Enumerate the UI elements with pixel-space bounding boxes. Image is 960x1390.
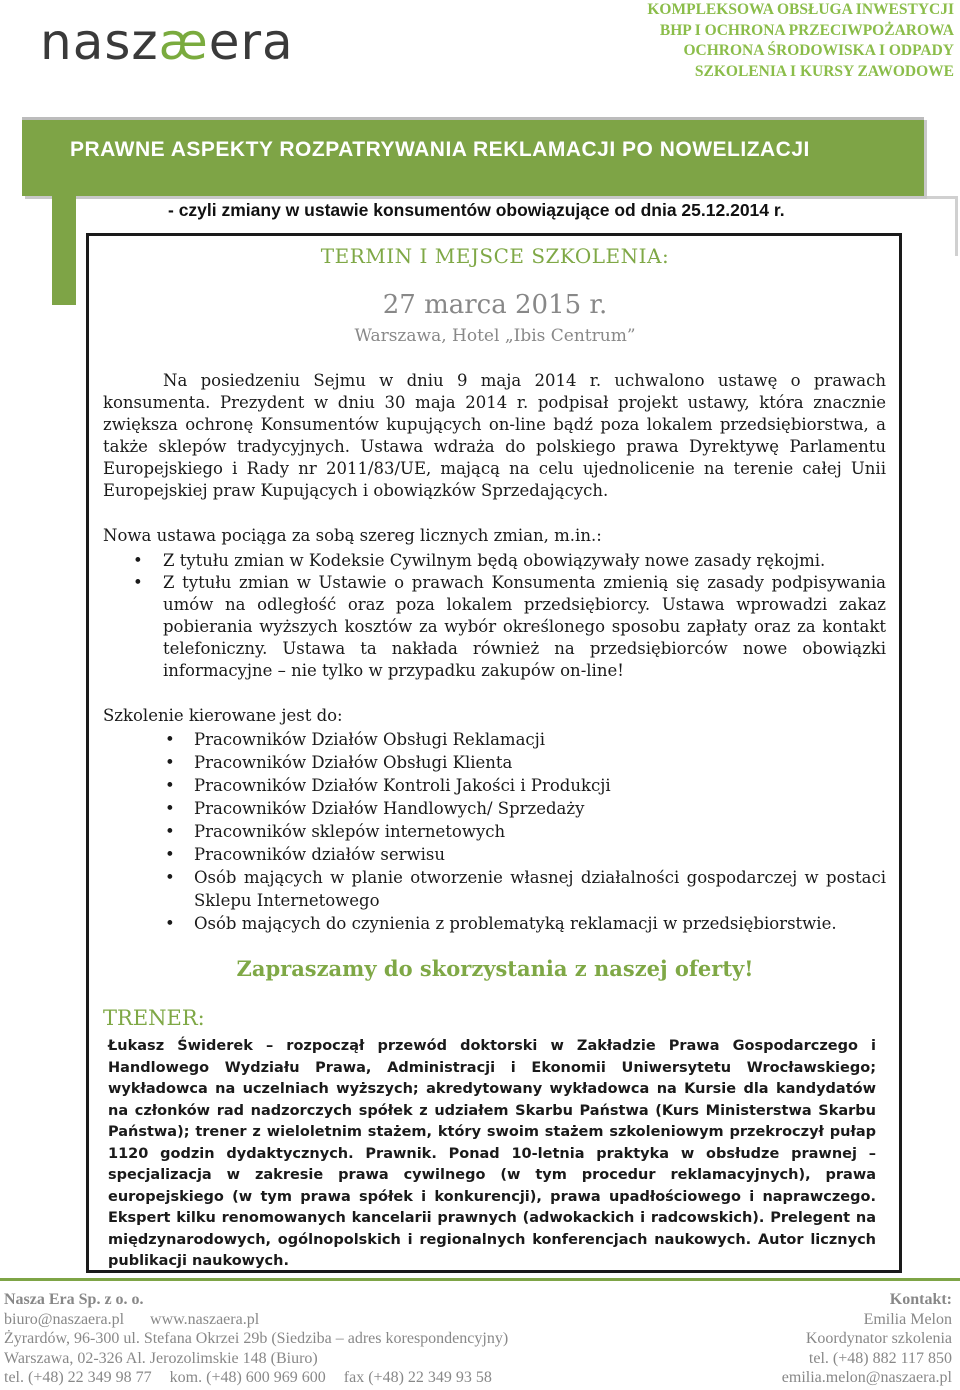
footer-contact (782, 1290, 952, 1388)
company-email-link[interactable]: biuro@naszaera.pl (4, 1310, 125, 1328)
company-address-1: Żyrardów, 96-300 ul. Stefana Okrzei 29b (Siedziba – adres korespondencyjny) (4, 1330, 509, 1347)
company-name: Nasza Era Sp. z o. o. (4, 1291, 144, 1308)
list-item: • Pracowników sklepów internetowych (103, 820, 886, 843)
company-fax: fax (+48) 22 349 93 58 (343, 1369, 492, 1386)
list-item: • Osób mających w planie otworzenie własnej działalności gospodarczej w postaci Sklepu Internetowego (103, 866, 886, 912)
company-www-link[interactable]: www.naszaera.pl (150, 1310, 260, 1328)
page-subtitle: - czyli zmiany w ustawie konsumentów obowiązujące od dnia 25.12.2014 r. (168, 200, 785, 220)
contact-name: Emilia Melon (863, 1310, 952, 1328)
trainer-label: TRENER: (103, 1006, 205, 1030)
termin-heading: TERMIN I MEJSCE SZKOLENIA: (320, 244, 670, 268)
contact-role: Koordynator szkolenia (805, 1330, 952, 1347)
audience-list (103, 728, 886, 935)
list-item: • Pracowników Działów Obsługi Klienta (103, 751, 886, 774)
company-tel: tel. (+48) 22 349 98 77 (4, 1369, 152, 1386)
logo-text: nasz (40, 13, 159, 71)
logo-ae: æ (158, 13, 209, 71)
intro-text-rest: Ustawa wdraża do polskiego prawa Dyrektywę Parlamentu Europejskiego i Rady nr 2011/83/UE, mającą na celu ujednolicenie na terenie całej Unii Europejskiej praw Kupujących i obowiązków Sprzedających. (103, 437, 886, 500)
event-date: 27 marca 2015 r. (382, 290, 608, 320)
list-item: • Pracowników Działów Obsługi Reklamacji (103, 728, 886, 751)
services-list (647, 0, 954, 82)
changes-list (103, 550, 886, 682)
intro-text-start: Na posiedzeniu Sejmu w dniu 9 maja 2014 r. uchwalono ustawę o prawach konsumenta. Prezydent w dniu 30 maja 2014 r. podpisał projekt ustawy, która znacznie zwiększa ochronę Konsumentów kupujących on-line bądź poza lokalem przedsiębiorstwa, a także sklepów tradycyjnych. (103, 371, 886, 456)
invitation: Zapraszamy do skorzystania z naszej oferty! (236, 956, 754, 981)
event-place: Warszawa, Hotel „Ibis Centrum” (354, 326, 636, 346)
audience-lead: Szkolenie kierowane jest do: (103, 706, 343, 725)
list-item: • Pracowników działów serwisu (103, 843, 886, 866)
contact-email-link[interactable]: emilia.melon@naszaera.pl (781, 1369, 952, 1386)
footer-company (4, 1290, 508, 1388)
intro-paragraph (103, 370, 886, 502)
logo (40, 14, 294, 70)
changes-lead: Nowa ustawa pociąga za sobą szereg licznych zmian, m.in.: (103, 526, 602, 545)
list-item: • Pracowników Działów Kontroli Jakości i Produkcji (103, 774, 886, 797)
service-line: KOMPLEKSOWA OBSŁUGA INWESTYCJI (647, 1, 954, 18)
contact-tel: tel. (+48) 882 117 850 (808, 1349, 952, 1367)
list-item: • Osób mających do czynienia z problematyką reklamacji w przedsiębiorstwie. (103, 912, 886, 935)
footer-divider (0, 1278, 960, 1281)
trainer-bio: Łukasz Świderek – rozpoczął przewód doktorski w Zakładzie Prawa Gospodarczego i Handlowego Wydziału Prawa, Administracji i Ekonomii Uniwersytetu Wrocławskiego; wykładowca na uczelniach wyższych; akredytowany wykładowca na Kursie dla kandydatów na członków rad nadzorczych spółek z udziałem Skarbu Państwa (Kurs Ministerstwa Skarbu Państwa); trener z wieloletnim stażem, który swoim stażem szkoleniowym przekroczył pułap 1120 godzin dydaktycznych. Prawnik. Ponad 10-letnia praktyka w obsłudze prawnej – specjalizacja w zakresie prawa cywilnego (w tym procedur reklamacyjnych), prawa europejskiego (w tym prawa spółek i konkurencji), prawa upadłościowego i naprawczego. Ekspert kilku renomowanych kancelarii prawnych (adwokackich i radcowskich). Prelegent na międzynarodowych, ogólnopolskich i regionalnych konferencjach naukowych. Autor licznych publikacji naukowych. (108, 1038, 876, 1269)
service-line: OCHRONA ŚRODOWISKA I ODPADY (683, 42, 954, 59)
list-item: • Pracowników Działów Handlowych/ Sprzedaży (103, 797, 886, 820)
list-item: • Z tytułu zmian w Kodeksie Cywilnym będą obowiązywały nowe zasady rękojmi. (103, 550, 886, 572)
service-line: BHP I OCHRONA PRZECIWPOŻAROWA (659, 21, 954, 39)
service-line: SZKOLENIA I KURSY ZAWODOWE (694, 62, 954, 80)
logo-text-end: era (208, 13, 294, 71)
contact-label: Kontakt: (889, 1291, 952, 1308)
page-title: PRAWNE ASPEKTY ROZPATRYWANIA REKLAMACJI PO NOWELIZACJI (70, 138, 810, 161)
title-banner (22, 117, 924, 196)
company-mobile: kom. (+48) 600 969 600 (169, 1369, 326, 1386)
company-address-2: Warszawa, 02-326 Al. Jerozolimskie 148 (Biuro) (4, 1349, 318, 1367)
list-item: • Z tytułu zmian w Ustawie o prawach Konsumenta zmienią się zasady podpisywania umów na odległość oraz poza lokalem przedsiębiorcy. Ustawa wprowadzi zakaz pobierania wyższych kosztów za wybór określonego sposobu zapłaty oraz za kontakt telefoniczny. Ustawa ta nakłada również na przedsiębiorców nowe obowiązki informacyjne – nie tylko w przypadku zakupów on-line! (103, 572, 886, 682)
